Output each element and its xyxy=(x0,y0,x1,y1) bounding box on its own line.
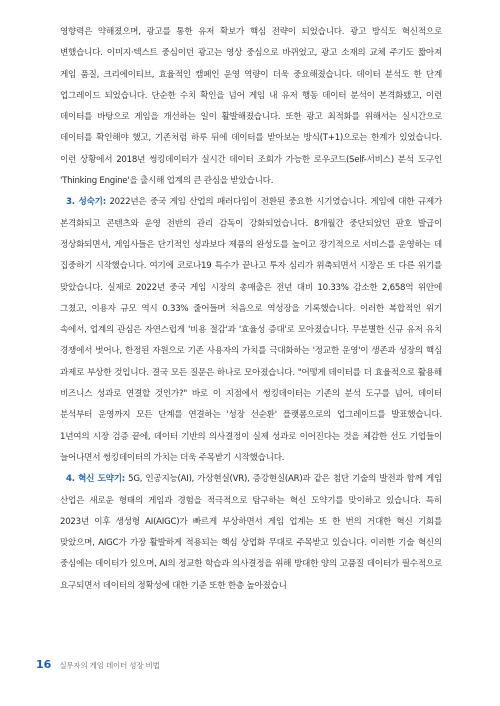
section-4-paragraph xyxy=(60,469,442,597)
section-3-paragraph xyxy=(60,192,442,469)
running-title: 실무자의 게임 데이터 성장 비법 xyxy=(59,661,160,670)
page-body xyxy=(60,22,442,597)
section-4-text: 5G, 인공지능(AI), 가상현실(VR), 증강현실(AR)과 같은 첨단 기술의 발전과 함께 게임 산업은 새로운 형태의 게임과 경험을 적극적으로 탐구하는 혁신 도약기를 맞이하고 있습니다. 특히 2023년 이후 생성형 AI(AIGC)가 빠르게 부상하면서 게임 업계는 또 한 번의 거대한 혁신 기회를 맞았으며, AIGC가 가장 활발하게 적용되는 핵심 상업화 무대로 주목받고 있습니다. 이러한 기술 혁신의 중심에는 데이터가 있으며, AI의 정교한 학습과 의사결정을 위해 방대한 양의 고품질 데이터가 필수적으로 요구되면서 데이터의 정확성에 대한 기준 또한 한층 높아졌습니 xyxy=(60,474,442,591)
page-number: 16 xyxy=(36,658,52,671)
section-3-heading: 3. 성숙기: xyxy=(66,197,106,208)
intro-paragraph: 영향력은 약해졌으며, 광고를 통한 유저 확보가 핵심 전략이 되었습니다. 광고 방식도 혁신적으로 변했습니다. 이미지·텍스트 중심이던 광고는 영상 중심으로 바뀌었고, 광고 소재의 교체 주기도 짧아져 게임 품질, 크리에이티브, 효율적인 캠페인 운영 역량이 더욱 중요해졌습니다. 데이터 분석도 한 단계 업그레이드 되었습니다. 단순한 수치 확인을 넘어 게임 내 유저 행동 데이터 분석이 본격화됐고, 이런 데이터를 바탕으로 게임을 개선하는 일이 활발해졌습니다. 또한 광고 최적화를 위해서는 실시간으로 데이터를 확인해야 했고, 기존처럼 하루 뒤에 데이터를 받아보는 방식(T+1)으로는 한계가 있었습니다. 이런 상황에서 2018년 썽킹데이터가 실시간 데이터 조회가 가능한 로우코드(Self-서비스) 분석 도구인 'Thinking Engine'을 출시해 업계의 큰 관심을 받았습니다. xyxy=(60,27,442,187)
section-3-text: 2022년은 중국 게임 산업의 패러다임이 전환된 중요한 시기였습니다. 게임에 대한 규제가 본격화되고 콘텐츠와 운영 전반의 관리 감독이 강화되었습니다. 8개월간 중단되었던 판호 발급이 정상화되면서, 게임사들은 단기적인 성과보다 제품의 완성도를 높이고 장기적으로 서비스를 운영하는 데 집중하기 시작했습니다. 여기에 코로나19 특수가 끝나고 투자 심리가 위축되면서 시장은 또 다른 위기를 맞았습니다. 실제로 2022년 중국 게임 시장의 총매출은 전년 대비 10.33% 감소한 2,658억 위안에 그쳤고, 이용자 규모 역시 0.33% 줄어들며 처음으로 역성장을 기록했습니다. 이러한 복합적인 위기 속에서, 업계의 관심은 자연스럽게 '비용 절감'과 '효율성 증대'로 모아졌습니다. 무분별한 신규 유저 유치 경쟁에서 벗어나, 한정된 자원으로 기존 사용자의 가치를 극대화하는 '정교한 운영'이 생존과 성장의 핵심 과제로 부상한 것입니다. 결국 모든 질문은 하나로 모아졌습니다. "어떻게 데이터를 더 효율적으로 활용해 비즈니스 성과로 연결할 것인가?" 바로 이 지점에서 썽킹데이터는 기존의 분석 도구를 넘어, 데이터 분석부터 운영까지 모든 단계를 연결하는 '성장 선순환' 플랫폼으로의 업그레이드를 발표했습니다. 1년여의 시장 검증 끝에, 데이터 기반의 의사결정이 실제 성과로 이어진다는 것을 체감한 선도 기업들이 늘어나면서 썽킹데이터의 가치는 더욱 주목받기 시작했습니다. xyxy=(60,197,443,463)
page-footer xyxy=(36,658,160,671)
section-4-heading: 4. 혁신 도약기: xyxy=(66,474,125,485)
